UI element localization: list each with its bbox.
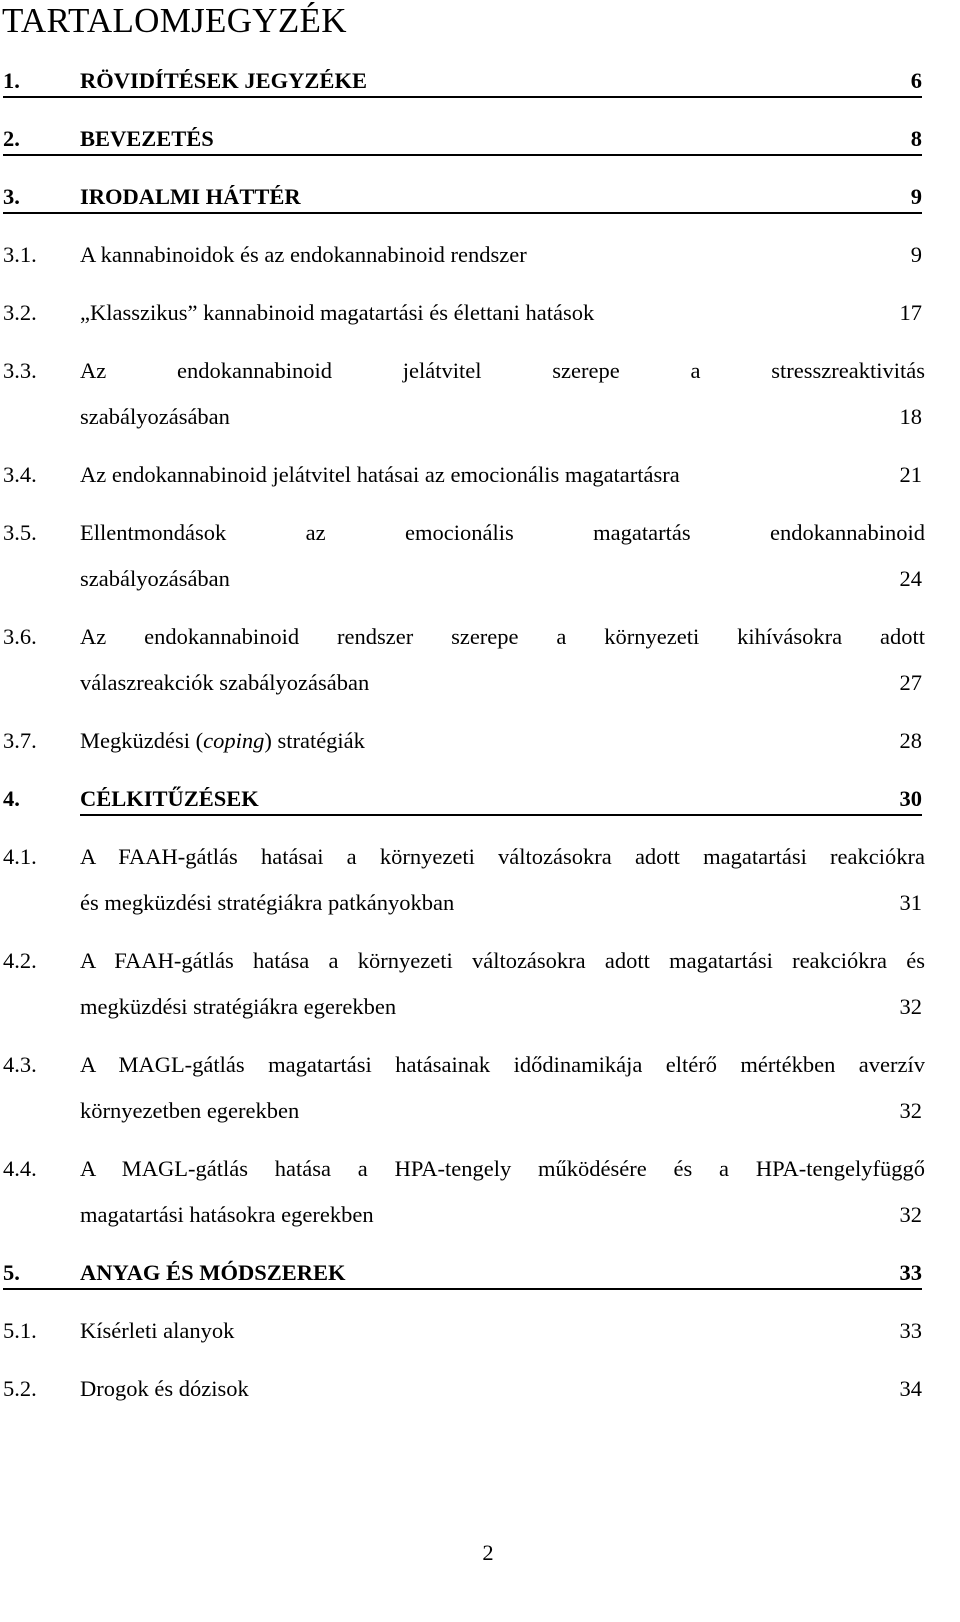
entry-page: 9 [910, 184, 922, 209]
entry-number: 4. [3, 786, 20, 811]
entry-title-continued: környezetben egerekben [80, 1098, 300, 1123]
heading-underline [3, 212, 922, 214]
entry-title-continued: megküzdési stratégiákra egerekben [80, 994, 397, 1019]
entry-page: 32 [899, 1098, 922, 1123]
entry-page: 28 [899, 728, 922, 753]
entry-page: 31 [899, 890, 922, 915]
entry-title: A FAAH-gátlás hatása a környezeti változásokra adott magatartási reakciókra és [80, 948, 925, 973]
entry-title-continued: magatartási hatásokra egerekben [80, 1202, 374, 1227]
entry-title: IRODALMI HÁTTÉR [80, 184, 301, 209]
entry-title: CÉLKITŰZÉSEK [80, 786, 259, 811]
entry-number: 3.2. [3, 300, 37, 325]
entry-title: A FAAH-gátlás hatásai a környezeti változásokra adott magatartási reakciókra [80, 844, 925, 869]
entry-title: A kannabinoidok és az endokannabinoid rendszer [80, 242, 527, 267]
entry-page: 32 [899, 994, 922, 1019]
entry-page: 32 [899, 1202, 922, 1227]
entry-title: A MAGL-gátlás magatartási hatásainak idődinamikája eltérő mértékben averzív [80, 1052, 925, 1077]
entry-title: Az endokannabinoid jelátvitel szerepe a stresszreaktivitás [80, 358, 925, 383]
entry-title: RÖVIDÍTÉSEK JEGYZÉKE [80, 68, 367, 93]
entry-title: Ellentmondások az emocionális magatartás endokannabinoid [80, 520, 925, 545]
heading-underline [3, 1288, 922, 1290]
entry-title: BEVEZETÉS [80, 126, 214, 151]
entry-page: 8 [910, 126, 922, 151]
entry-number: 2. [3, 126, 20, 151]
entry-number: 4.3. [3, 1052, 37, 1077]
entry-page: 21 [899, 462, 922, 487]
entry-title: A MAGL-gátlás hatása a HPA-tengely működésére és a HPA-tengelyfüggő [80, 1156, 925, 1181]
entry-title: Az endokannabinoid rendszer szerepe a környezeti kihívásokra adott [80, 624, 925, 649]
entry-title: Az endokannabinoid jelátvitel hatásai az emocionális magatartásra [80, 462, 680, 487]
entry-number: 3.1. [3, 242, 37, 267]
entry-title: Drogok és dózisok [80, 1376, 249, 1401]
entry-page: 9 [910, 242, 922, 267]
entry-page: 6 [910, 68, 922, 93]
entry-page: 27 [899, 670, 922, 695]
entry-page: 18 [899, 404, 922, 429]
entry-title-continued: szabályozásában [80, 404, 230, 429]
entry-number: 3. [3, 184, 20, 209]
entry-page: 33 [899, 1260, 922, 1285]
entry-number: 4.2. [3, 948, 37, 973]
entry-number: 3.6. [3, 624, 37, 649]
entry-page: 24 [899, 566, 922, 591]
entry-page: 17 [899, 300, 922, 325]
entry-title: Megküzdési (coping) stratégiák [80, 728, 365, 753]
page-title: TARTALOMJEGYZÉK [2, 1, 347, 40]
entry-page: 33 [899, 1318, 922, 1343]
entry-title-continued: válaszreakciók szabályozásában [80, 670, 370, 695]
heading-underline [80, 814, 922, 816]
entry-title: „Klasszikus” kannabinoid magatartási és élettani hatások [80, 300, 595, 325]
entry-number: 3.7. [3, 728, 37, 753]
entry-page: 34 [899, 1376, 922, 1401]
entry-title: Kísérleti alanyok [80, 1318, 235, 1343]
heading-underline [3, 154, 922, 156]
entry-title-continued: szabályozásában [80, 566, 230, 591]
entry-title: ANYAG ÉS MÓDSZEREK [80, 1260, 346, 1285]
entry-number: 1. [3, 68, 20, 93]
entry-number: 4.1. [3, 844, 37, 869]
italic-term: coping [203, 728, 265, 753]
entry-page: 30 [899, 786, 922, 811]
entry-number: 3.5. [3, 520, 37, 545]
entry-number: 5.1. [3, 1318, 37, 1343]
entry-number: 3.4. [3, 462, 37, 487]
page-number-footer: 2 [482, 1540, 494, 1565]
entry-number: 3.3. [3, 358, 37, 383]
entry-title-continued: és megküzdési stratégiákra patkányokban [80, 890, 455, 915]
heading-underline [3, 96, 922, 98]
entry-number: 5.2. [3, 1376, 37, 1401]
entry-number: 4.4. [3, 1156, 37, 1181]
entry-number: 5. [3, 1260, 20, 1285]
